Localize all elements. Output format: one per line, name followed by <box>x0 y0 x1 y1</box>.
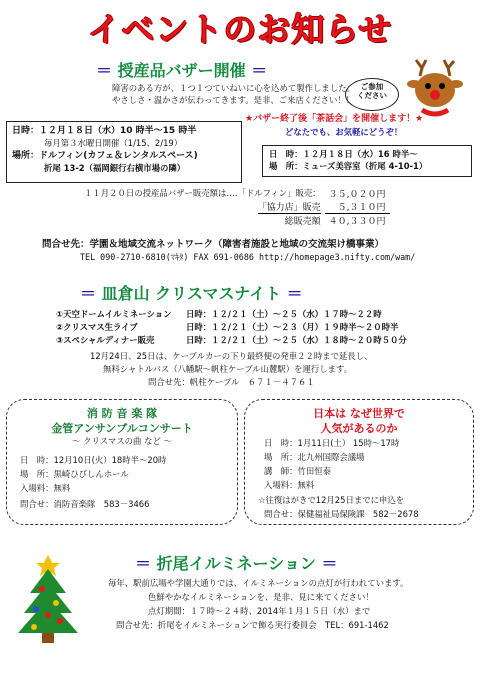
page-title: イベントのお知らせ <box>87 10 393 49</box>
christmas-item-3-date: 日時：１２/２１（土）～２５（水）１８時～２０時５０分 <box>186 335 407 345</box>
sales-value-partner: ５,３１０円 <box>325 200 390 214</box>
japan-contact: 問合せ：保健福祉局保険課 582－2678 <box>264 509 419 519</box>
tea-sub: どなたでも、お気軽にどうぞ！ <box>285 127 403 137</box>
christmas-item-2-date: 日時：１２/２１（土）～２３（月）１９時半～２０時半 <box>186 322 399 332</box>
christmas-heading-text: 皿倉山 クリスマスナイト <box>101 284 282 303</box>
fire-title-1: 消 防 音 楽 隊 <box>86 407 158 420</box>
bazaar-monthly: 毎月第３水曜日開催（1/15、2/19） <box>44 138 183 148</box>
bazaar-contact-1: 問合せ先：学園＆地域交流ネットワーク（障害者施設と地域の交流架け橋事業） <box>42 239 385 250</box>
sales-value-total: ４０,３３０円 <box>328 217 386 227</box>
japan-fee: 入場料：無料 <box>264 480 315 490</box>
bazaar-date: 日時：１２月１８日（水）10 時半～15 時半 <box>12 126 197 136</box>
christmas-item-3-name: ③スペシャルディナー販売 <box>56 335 155 345</box>
tea-title: ★バザー終了後「茶話会」を開催します！★ <box>245 114 424 124</box>
christmas-note-1: 12月24日、25日は、ケーブルカーの下り最終便の発車２２時まで延長し、 <box>90 351 373 361</box>
sales-value-dolphin: ３５,０２０円 <box>328 190 386 200</box>
bazaar-contact-2: TEL 090-2710-6810(ﾏｷﾀ) FAX 691-0686 http://homepage3.nifty.com/wam/ <box>80 252 416 262</box>
sales-label-total: 総販売額 <box>284 216 321 227</box>
christmas-item-1-name: ①天空ドームイルミネーション <box>56 309 172 319</box>
bazaar-place: 場所：ドルフィン(カフェ＆レンタルスペース) <box>12 150 198 161</box>
reindeer-icon <box>392 58 472 120</box>
fire-contact: 問合せ：消防音楽隊 583－3466 <box>20 499 150 509</box>
japan-speaker: 講 師：竹田恒泰 <box>264 466 331 476</box>
christmas-item-1-date: 日時：１２/２１（土）～２５（水）１７時～２２時 <box>186 309 382 319</box>
illumination-line-1: 毎年、駅前広場や学園大通りでは、イルミネーションの点灯が行われています。 <box>108 578 409 588</box>
illumination-period: 点灯期間：１７時～２４時、2014年１月１５日（水）まで <box>148 606 371 616</box>
japan-apply: ☆往復はがきで12月25日までに申込を <box>258 495 405 505</box>
japan-place: 場 所：北九州国際会議場 <box>264 452 365 462</box>
illumination-heading: ＝ 折尾イルミネーション ＝ <box>135 554 338 573</box>
christmas-item-2-name: ②クリスマス生ライブ <box>56 322 138 332</box>
fire-place: 場 所：黒崎ひびしんホール <box>20 469 129 479</box>
fire-sub: ～ クリスマスの曲 など ～ <box>72 436 172 446</box>
christmas-tree-icon <box>14 553 82 645</box>
christmas-contact: 問合せ先：帆柱ケーブル ６７１－４７６１ <box>148 377 315 387</box>
christmas-note-2: 無料シャトルバス（八幡駅～帆柱ケーブル山麓駅）を運行します。 <box>103 364 353 374</box>
bazaar-schedule-box <box>6 121 242 183</box>
bazaar-address: 折尾 13-2（福岡銀行右横市場の隣） <box>44 162 186 173</box>
tea-date: 日 時：１２月１８日（水）16 時半～ <box>269 149 418 159</box>
bazaar-heading: ＝ 授産品バザー開催 ＝ <box>96 61 268 80</box>
christmas-item-1 <box>56 309 171 321</box>
bazaar-heading-text: 授産品バザー開催 <box>117 61 246 80</box>
japan-date: 日 時：1月11日(土） 15時～17時 <box>264 438 400 448</box>
japan-title-1: 日本は なぜ世界で <box>313 407 405 420</box>
sales-label-partner: 「協力店」販売 <box>257 203 321 214</box>
illumination-line-2: 色鮮やかなイルミネーションを、是非、見に来てください！ <box>148 592 374 602</box>
fire-date: 日 時：12月10日(火）18時半～20時 <box>20 455 167 465</box>
sales-intro: １１月２０日の授産品バザー販売額は‥‥「ドルフィン」販売： <box>84 187 321 198</box>
bazaar-intro-2: やさしさ・温かさが伝わってきます。是非、ご来店ください！！ <box>112 95 355 105</box>
japan-title-2: 人気があるのか <box>320 422 398 435</box>
sales-block <box>80 187 390 227</box>
bazaar-intro-1: 障害のある方が、１つ１つていねいに心を込めて製作しました。 <box>112 83 355 93</box>
tea-place: 場 所：ミューズ美容室（折尾 4-10-1） <box>269 160 428 171</box>
christmas-heading: ＝ 皿倉山 クリスマスナイト ＝ <box>80 284 303 303</box>
illumination-contact: 問合せ先：折尾をイルミネーションで飾る実行委員会 TEL：691-1462 <box>116 620 389 630</box>
fire-title-2: 金管アンサンブルコンサート <box>51 422 193 435</box>
balloon: ご参加 ください <box>345 78 399 111</box>
fire-fee: 入場料：無料 <box>20 483 71 493</box>
illumination-heading-text: 折尾イルミネーション <box>156 554 316 573</box>
tea-box <box>262 145 472 177</box>
